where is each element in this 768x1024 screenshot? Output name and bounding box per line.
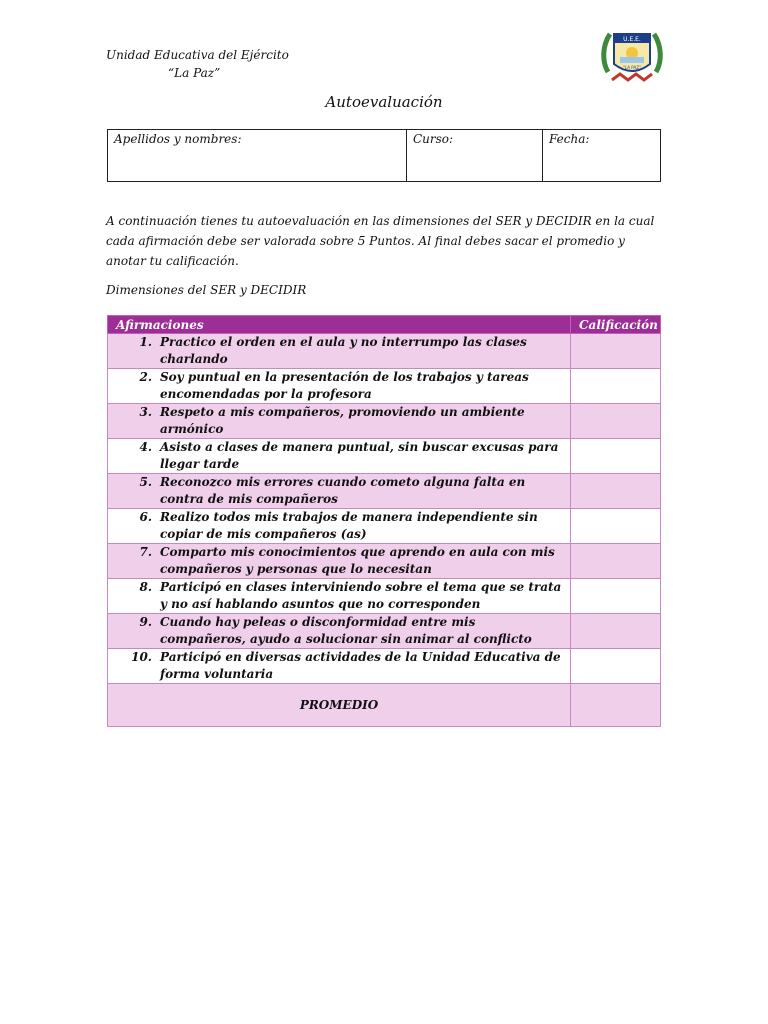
school-line-1: Unidad Educativa del Ejército bbox=[106, 48, 289, 62]
item-number: 9. bbox=[139, 615, 152, 629]
item-number: 10. bbox=[131, 650, 152, 664]
item-text: Respeto a mis compañeros, promoviendo un ambiente armónico bbox=[160, 405, 525, 436]
item-number: 3. bbox=[139, 405, 152, 419]
table-row bbox=[108, 404, 661, 439]
student-info-table bbox=[107, 129, 661, 182]
page-title: Autoevaluación bbox=[325, 93, 443, 111]
table-row bbox=[108, 439, 661, 474]
svg-text:“LA PAZ”: “LA PAZ” bbox=[623, 65, 641, 70]
school-line-2: “La Paz” bbox=[168, 66, 221, 80]
grade-cell[interactable] bbox=[571, 509, 661, 544]
average-label: PROMEDIO bbox=[108, 684, 571, 727]
table-row bbox=[108, 614, 661, 649]
item-text: Practico el orden en el aula y no interrumpo las clases charlando bbox=[160, 335, 527, 366]
grade-cell[interactable] bbox=[571, 369, 661, 404]
item-number: 7. bbox=[139, 545, 152, 559]
instructions-text: A continuación tienes tu autoevaluación en las dimensiones del SER y DECIDIR en la cual cada afirmación debe ser valorada sobre 5 Puntos. Al final debes sacar el promedio y anotar tu calificación. bbox=[106, 214, 655, 268]
item-text: Reconozco mis errores cuando cometo alguna falta en contra de mis compañeros bbox=[160, 475, 526, 506]
item-number: 2. bbox=[139, 370, 152, 384]
item-number: 6. bbox=[139, 510, 152, 524]
self-evaluation-table bbox=[107, 315, 661, 727]
item-text: Cuando hay peleas o disconformidad entre mis compañeros, ayudo a solucionar sin animar al conflicto bbox=[160, 615, 532, 646]
item-text: Participó en diversas actividades de la Unidad Educativa de forma voluntaria bbox=[160, 650, 561, 681]
course-label: Curso: bbox=[413, 132, 454, 146]
name-label: Apellidos y nombres: bbox=[114, 132, 242, 146]
col-grade-header: Calificación bbox=[571, 316, 661, 334]
table-row bbox=[108, 369, 661, 404]
item-number: 4. bbox=[139, 440, 152, 454]
grade-cell[interactable] bbox=[571, 334, 661, 369]
col-statements-header: Afirmaciones bbox=[108, 316, 571, 334]
grade-cell[interactable] bbox=[571, 649, 661, 684]
svg-text:U.E.E.: U.E.E. bbox=[623, 36, 641, 43]
average-grade-cell[interactable] bbox=[571, 684, 661, 727]
grade-cell[interactable] bbox=[571, 439, 661, 474]
table-row bbox=[108, 509, 661, 544]
course-field[interactable] bbox=[407, 130, 543, 182]
item-text: Soy puntual en la presentación de los trabajos y tareas encomendadas por la profesora bbox=[160, 370, 529, 401]
dimensions-label: Dimensiones del SER y DECIDIR bbox=[106, 283, 307, 297]
grade-cell[interactable] bbox=[571, 544, 661, 579]
grade-cell[interactable] bbox=[571, 404, 661, 439]
table-row bbox=[108, 474, 661, 509]
grade-cell[interactable] bbox=[571, 614, 661, 649]
item-text: Comparto mis conocimientos que aprendo en aula con mis compañeros y personas que lo necesitan bbox=[160, 545, 555, 576]
item-text: Participó en clases interviniendo sobre el tema que se trata y no así hablando asuntos que no corresponden bbox=[160, 580, 562, 611]
grade-cell[interactable] bbox=[571, 579, 661, 614]
item-number: 8. bbox=[139, 580, 152, 594]
item-number: 1. bbox=[139, 335, 152, 349]
item-text: Realizo todos mis trabajos de manera independiente sin copiar de mis compañeros (as) bbox=[160, 510, 538, 541]
school-crest-icon bbox=[600, 24, 664, 86]
date-field[interactable] bbox=[543, 130, 661, 182]
school-name bbox=[106, 46, 289, 82]
average-row bbox=[108, 684, 661, 727]
table-row bbox=[108, 579, 661, 614]
item-text: Asisto a clases de manera puntual, sin buscar excusas para llegar tarde bbox=[160, 440, 559, 471]
item-number: 5. bbox=[139, 475, 152, 489]
grade-cell[interactable] bbox=[571, 474, 661, 509]
table-row bbox=[108, 649, 661, 684]
table-row bbox=[108, 544, 661, 579]
name-field[interactable] bbox=[108, 130, 407, 182]
table-row bbox=[108, 334, 661, 369]
date-label: Fecha: bbox=[549, 132, 590, 146]
